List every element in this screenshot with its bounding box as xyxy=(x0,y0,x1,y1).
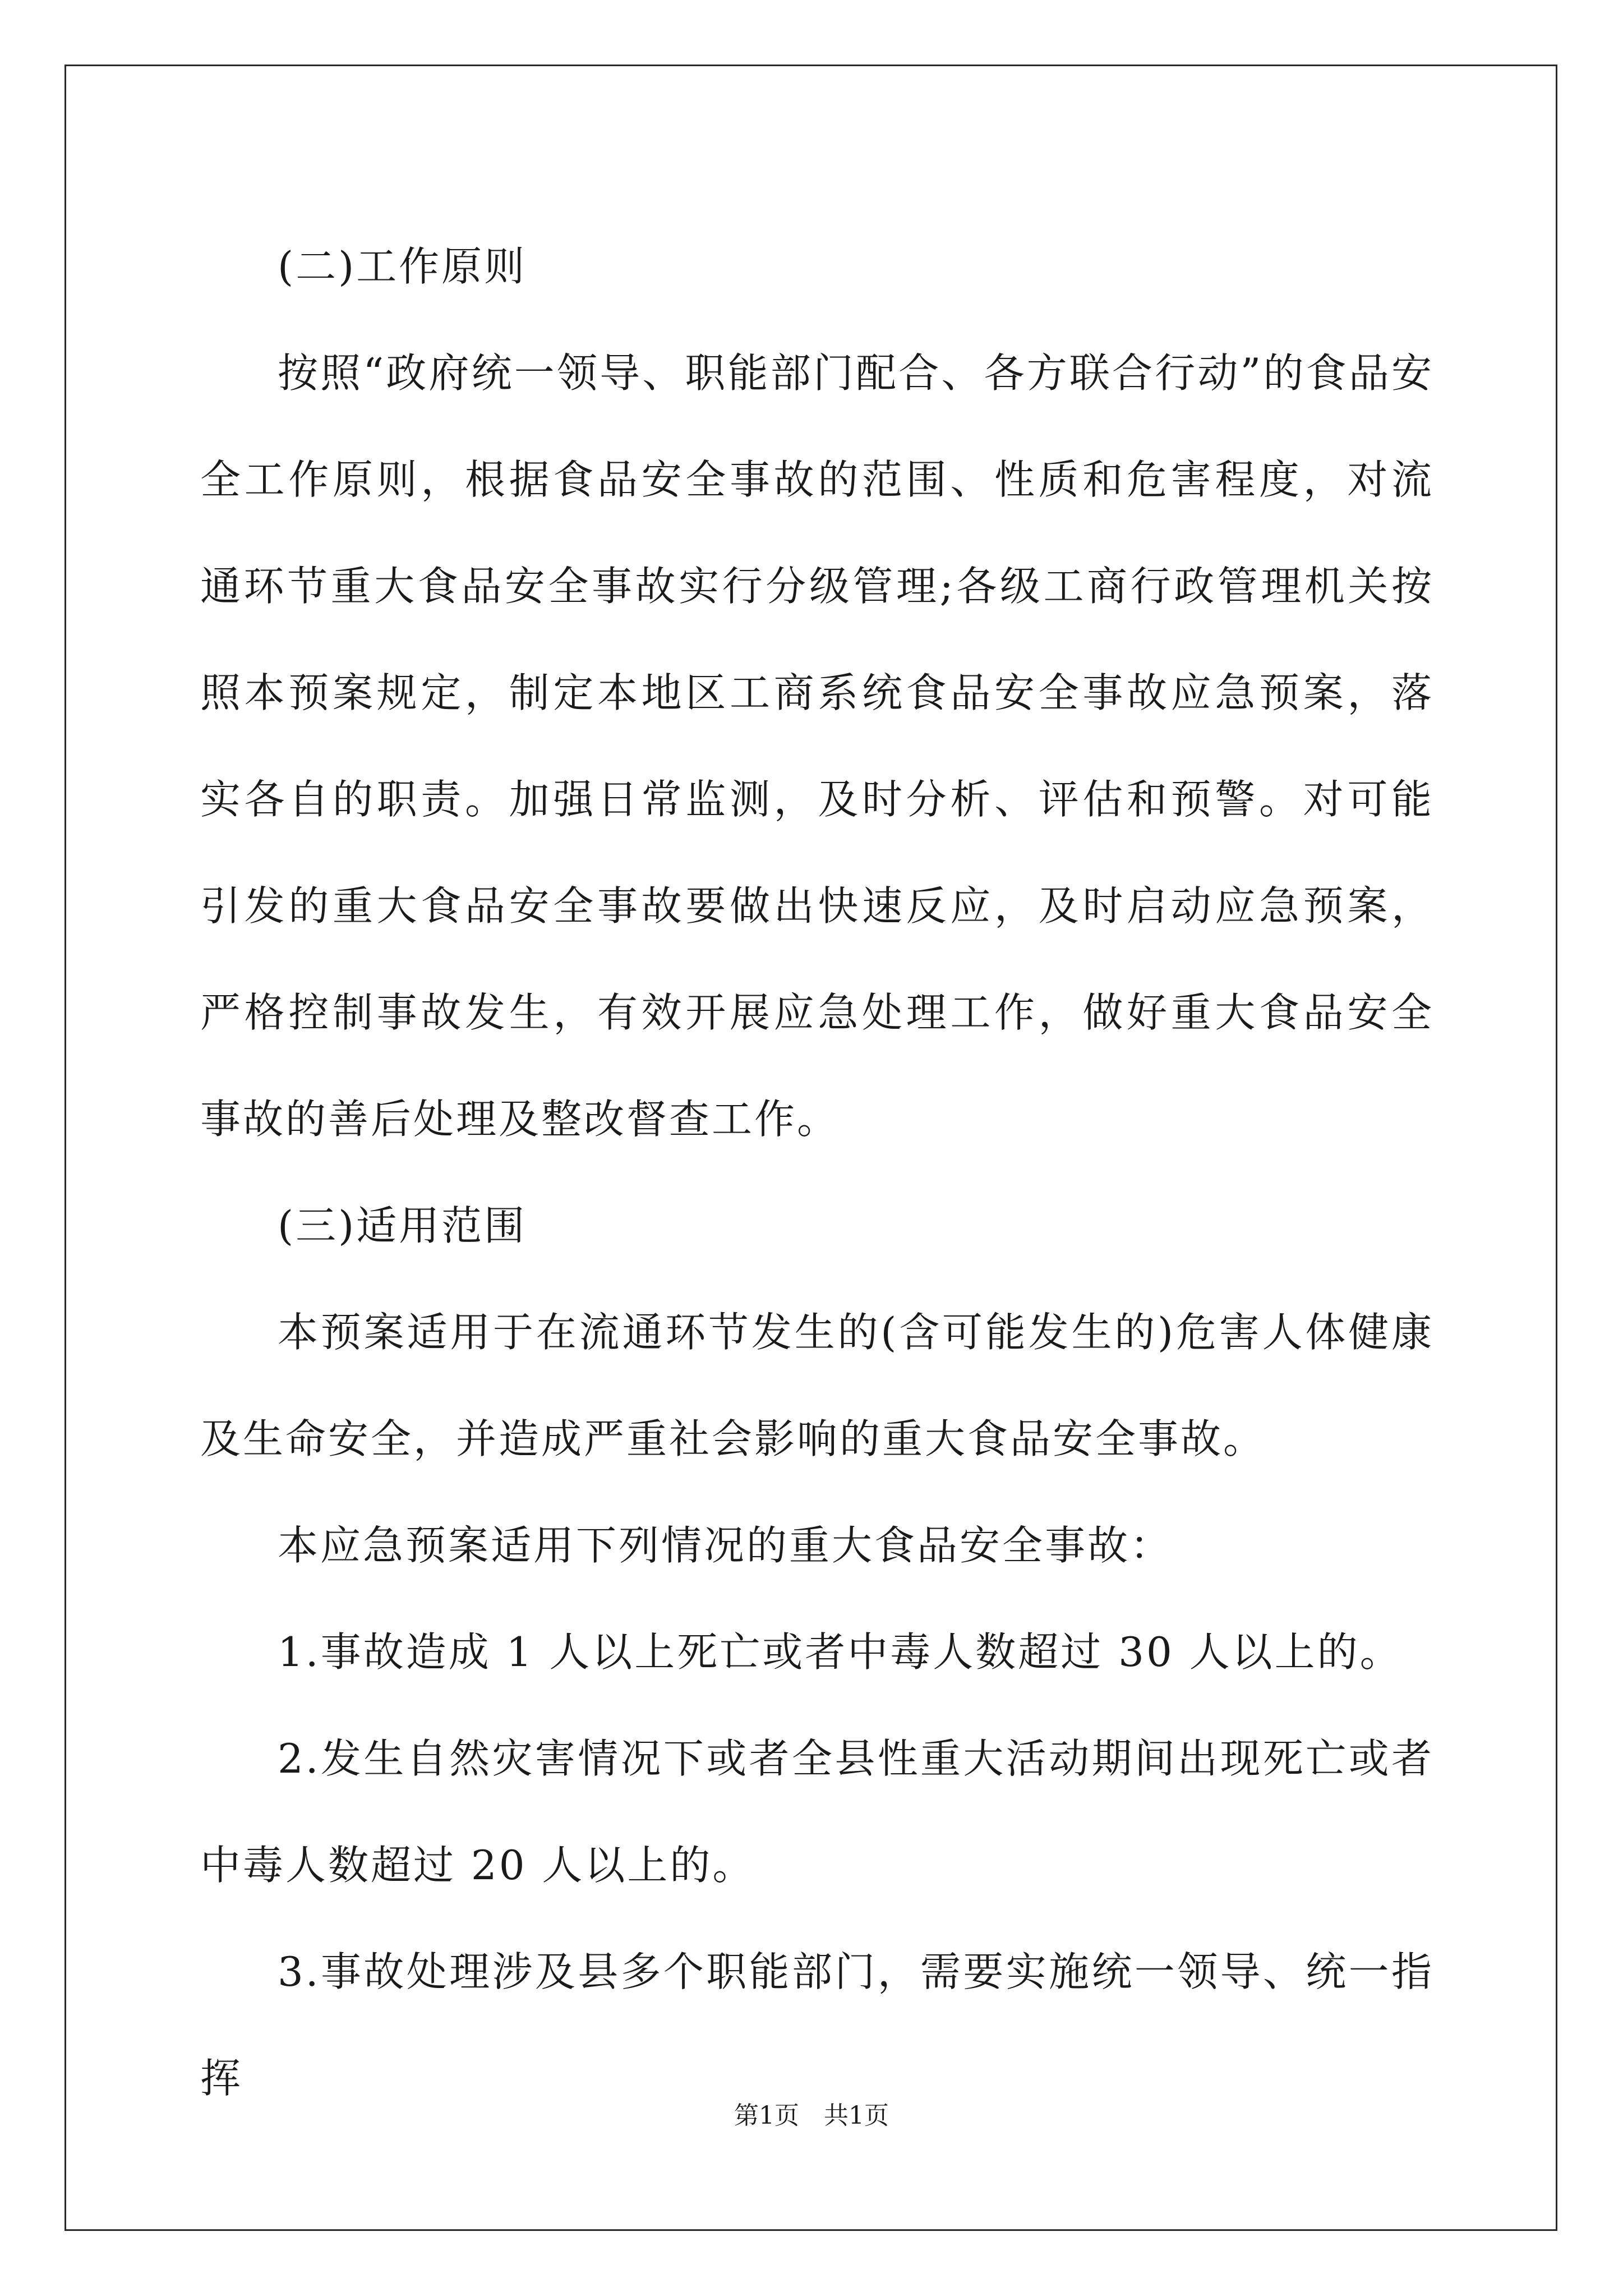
paragraph-conditions-intro: 本应急预案适用下列情况的重大食品安全事故： xyxy=(278,1522,1173,1569)
document-body xyxy=(200,213,1434,2132)
list-item: 3.事故处理涉及县多个职能部门，需要实施统一领导、统一指挥 xyxy=(200,1948,1434,2102)
section-heading-scope: (三)适用范围 xyxy=(278,1202,527,1249)
list-item: 2.发生自然灾害情况下或者全县性重大活动期间出现死亡或者中毒人数超过 20 人以上的。 xyxy=(200,1735,1434,1889)
page-footer: 第1页 共1页 xyxy=(734,2101,889,2130)
paragraph-scope: 本预案适用于在流通环节发生的(含可能发生的)危害人体健康及生命安全，并造成严重社会影响的重大食品安全事故。 xyxy=(200,1309,1434,1462)
list-item: 1.事故造成 1 人以上死亡或者中毒人数超过 30 人以上的。 xyxy=(278,1628,1403,1676)
section-heading-principles: (二)工作原则 xyxy=(278,243,527,290)
paragraph-principles: 按照“政府统一领导、职能部门配合、各方联合行动”的食品安全工作原则，根据食品安全事故的范围、性质和危害程度，对流通环节重大食品安全事故实行分级管理;各级工商行政管理机关按照本预案规定，制定本地区工商系统食品安全事故应急预案，落实各自的职责。加强日常监测，及时分析、评估和预警。对可能引发的重大食品安全事故要做出快速反应，及时启动应急预案，严格控制事故发生，有效开展应急处理工作，做好重大食品安全事故的善后处理及整改督查工作。 xyxy=(200,349,1434,1143)
